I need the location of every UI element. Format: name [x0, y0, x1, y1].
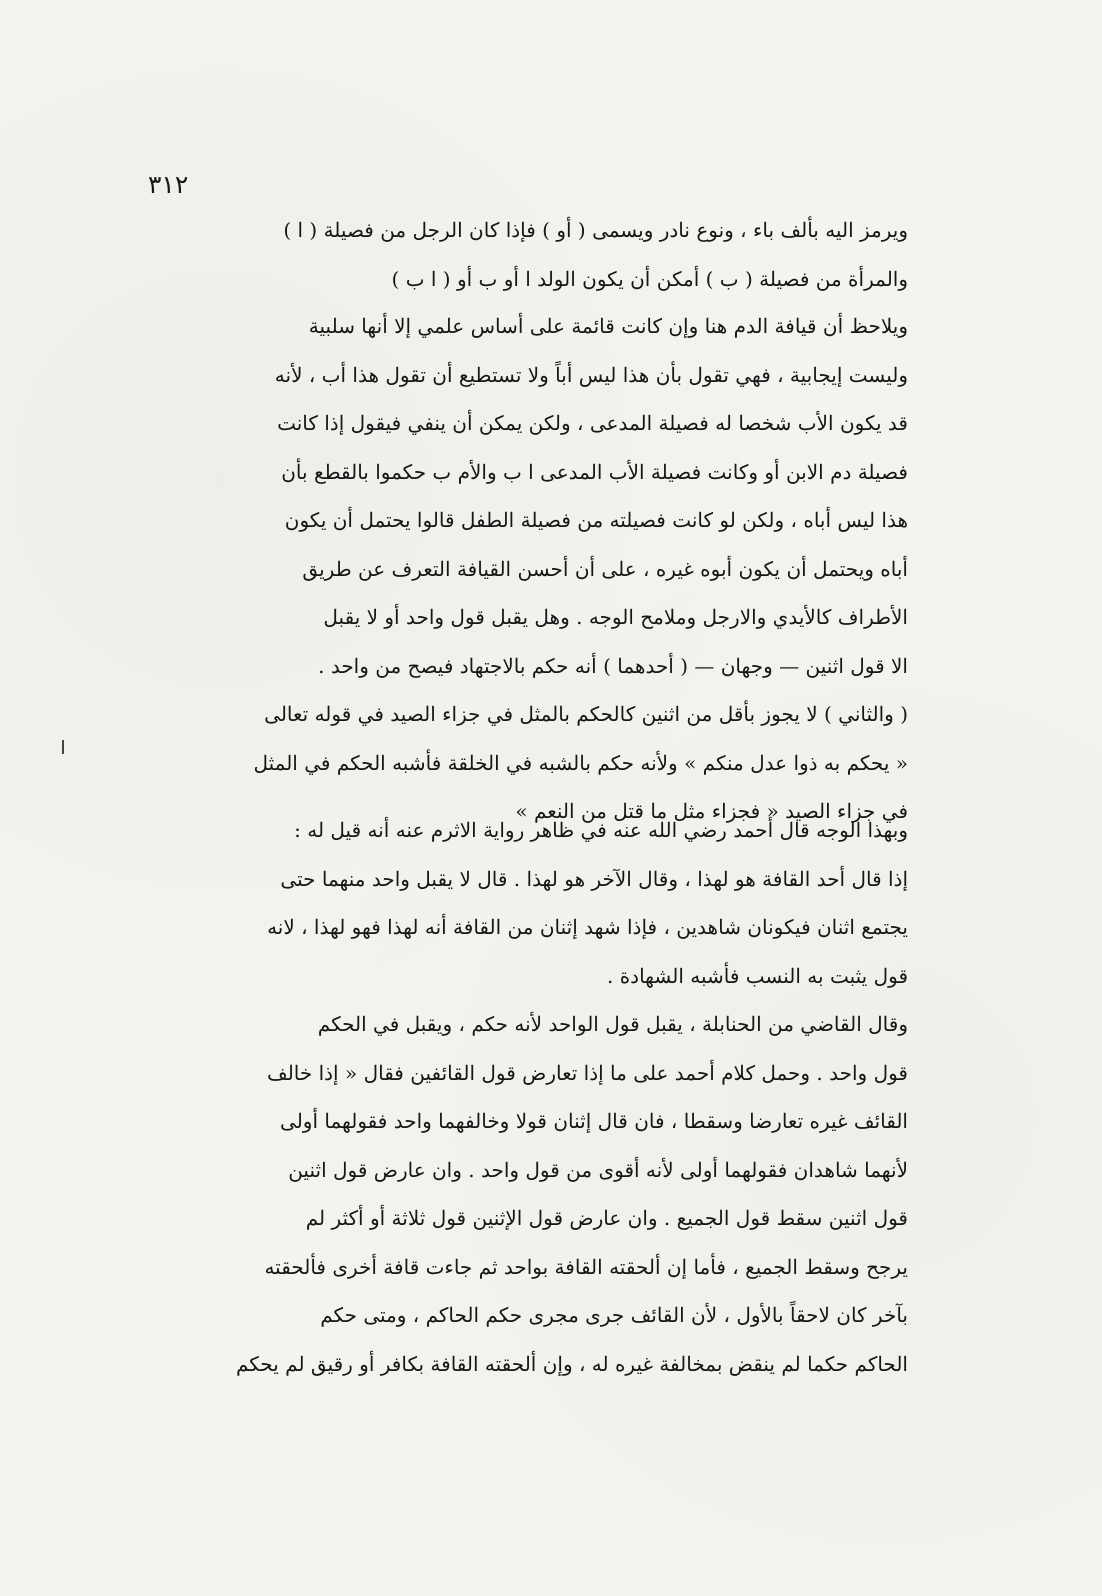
text-line: قد يكون الأب شخصا له فصيلة المدعى ، ولكن يمكن أن ينفي فيقول إذا كانت: [277, 411, 908, 435]
text-line: « يحكم به ذوا عدل منكم » ولأنه حكم بالشبه في الخلقة فأشبه الحكم في المثل: [253, 750, 908, 775]
text-line: في جزاء الصيد « فجزاء مثل ما قتل من النعم »: [515, 799, 908, 823]
text-line: قول اثنين سقط قول الجميع . وان عارض قول الإثنين قول ثلاثة أو أكثر لم: [305, 1206, 908, 1230]
margin-mark: [62, 740, 64, 754]
text-line: ( والثاني ) لا يجوز بأقل من اثنين كالحكم بالمثل في جزاء الصيد في قوله تعالى: [264, 702, 908, 726]
text-line: وقال القاضي من الحنابلة ، يقبل قول الواحد لأنه حكم ، ويقبل في الحكم: [317, 1012, 908, 1036]
page-number: ٣١٢: [148, 170, 189, 199]
paragraph-1: [178, 206, 908, 303]
text-line: الحاكم حكما لم ينقض بمخالفة غيره له ، وإن ألحقته القافة بكافر أو رقيق لم يحكم: [235, 1351, 908, 1376]
text-line: ويلاحظ أن قيافة الدم هنا وإن كانت قائمة على أساس علمي إلا أنها سلبية: [308, 314, 908, 338]
text-line: ويرمز اليه بألف باء ، ونوع نادر ويسمى ( أو ) فإذا كان الرجل من فصيلة ( ا ): [283, 218, 908, 242]
paragraph-4: [178, 1000, 908, 1388]
text-line: أباه ويحتمل أن يكون أبوه غيره ، على أن أحسن القيافة التعرف عن طريق: [302, 556, 908, 581]
text-line: إذا قال أحد القافة هو لهذا ، وقال الآخر هو لهذا . قال لا يقبل واحد منهما حتى: [280, 866, 908, 891]
text-line: وبهذا الوجه قال أحمد رضي الله عنه في ظاهر رواية الاثرم عنه أنه قيل له :: [294, 818, 908, 842]
text-line: هذا ليس أباه ، ولكن لو كانت فصيلته من فصيلة الطفل قالوا يحتمل أن يكون: [284, 508, 908, 532]
paragraph-2: [178, 302, 908, 836]
text-line: الأطراف كالأيدي والارجل وملامح الوجه . وهل يقبل قول واحد أو لا يقبل: [323, 605, 908, 629]
paragraph-3: [178, 806, 908, 1000]
text-line: القائف غيره تعارضا وسقطا ، فان قال إثنان قولا وخالفهما واحد فقولهما أولى: [280, 1109, 908, 1133]
text-line: يرجح وسقط الجميع ، فأما إن ألحقته القافة بواحد ثم جاءت قافة أخرى فألحقته: [264, 1254, 908, 1279]
text-line: يجتمع اثنان فيكونان شاهدين ، فإذا شهد إثنان من القافة أنه لهذا فهو لهذا ، لانه: [267, 915, 908, 939]
text-line: لأنهما شاهدان فقولهما أولى لأنه أقوى من قول واحد . وان عارض قول اثنين: [288, 1157, 908, 1182]
text-line: والمرأة من فصيلة ( ب ) أمكن أن يكون الولد ا أو ب أو ( ا ب ): [391, 266, 908, 291]
text-line: الا قول اثنين — وجهان — ( أحدهما ) أنه حكم بالاجتهاد فيصح من واحد .: [318, 653, 908, 678]
text-line: قول يثبت به النسب فأشبه الشهادة .: [606, 963, 908, 988]
text-line: وليست إيجابية ، فهي تقول بأن هذا ليس أباً ولا تستطيع أن تقول هذا أب ، لأنه: [274, 362, 908, 387]
text-line: فصيلة دم الابن أو وكانت فصيلة الأب المدعى ا ب والأم ب حكموا بالقطع بأن: [281, 459, 908, 484]
text-line: بآخر كان لاحقاً بالأول ، لأن القائف جرى مجرى حكم الحاكم ، ومتى حكم: [320, 1303, 908, 1327]
text-line: قول واحد . وحمل كلام أحمد على ما إذا تعارض قول القائفين فقال « إذا خالف: [266, 1060, 908, 1085]
